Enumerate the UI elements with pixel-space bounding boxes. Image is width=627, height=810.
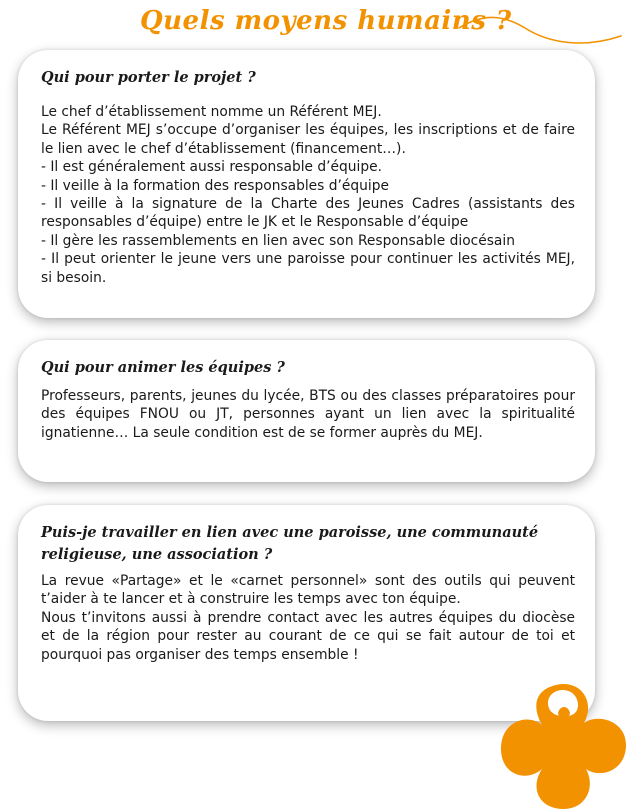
text-line: Nous t’invitons aussi à prendre contact avec les autres équipes du diocèse et de la région pour rester au courant de ce qui se fait autour de toi et pourquoi pas organiser des temps ensemble ! bbox=[41, 609, 575, 663]
text-line: - Il est généralement aussi responsable d’équipe. bbox=[41, 159, 383, 176]
section-card-equipes bbox=[18, 340, 595, 482]
section-text bbox=[41, 387, 575, 442]
page-title: Quels moyens humains ? bbox=[140, 6, 512, 36]
text-line: Professeurs, parents, jeunes du lycée, BTS ou des classes préparatoires pour des équipes FNOU ou JT, personnes ayant un lien avec la spiritualité ignatienne… La seule condition est de se former auprès du MEJ. bbox=[41, 388, 575, 441]
swoosh-icon bbox=[455, 8, 625, 48]
section-heading: Puis-je travailler en lien avec une paroisse, une communauté religieuse, une association ? bbox=[41, 524, 539, 563]
text-line: - Il veille à la formation des responsables d’équipe bbox=[41, 177, 389, 194]
text-line: - Il veille à la signature de la Charte des Jeunes Cadres (assistants des responsables d’équipe) entre le JK et le Responsable d’équipe bbox=[41, 196, 575, 231]
text-line: - Il peut orienter le jeune vers une paroisse pour continuer les activités MEJ, si besoin. bbox=[41, 251, 575, 286]
section-text bbox=[41, 103, 575, 287]
text-line: - Il gère les rassemblements en lien avec son Responsable diocésain bbox=[41, 232, 515, 249]
section-text bbox=[41, 572, 575, 664]
text-line: La revue «Partage» et le «carnet personnel» sont des outils qui peuvent t’aider à te lancer et à construire les temps avec ton équipe. bbox=[41, 573, 575, 608]
section-card-projet bbox=[18, 50, 595, 318]
cross-logo-icon bbox=[500, 683, 627, 810]
section-heading: Qui pour porter le projet ? bbox=[41, 69, 256, 86]
text-line: Le chef d’établissement nomme un Référent MEJ. bbox=[41, 104, 382, 120]
section-heading: Qui pour animer les équipes ? bbox=[41, 359, 285, 376]
text-line: Le Référent MEJ s’occupe d’organiser les équipes, les inscriptions et de faire le lien avec le chef d’établissement (financement…). bbox=[41, 122, 575, 157]
